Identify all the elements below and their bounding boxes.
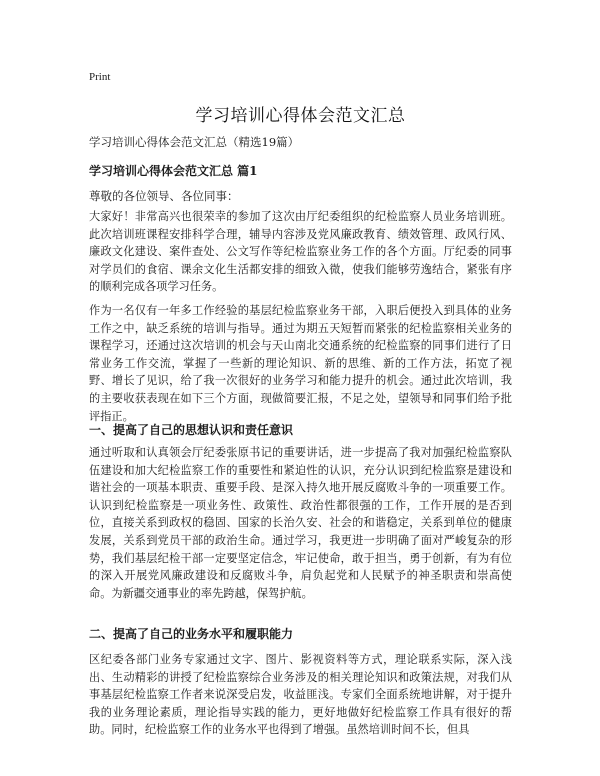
point-heading-1: 一、提高了自己的思想认识和责任意识 [89, 423, 294, 437]
paragraph-3: 通过听取和认真领会厅纪委张原书记的重要讲话，进一步提高了我对加强纪检监察队伍建设和加大纪检监察工作的重要性和紧迫性的认识，充分认识到纪检监察是建设和谐社会的一项基本职责、重要手段、是深入持久地开展反腐败斗争的一项重要工作。认识到纪检监察是一项业务性、政策性、政治性都很强的工作，工作开展的是否到位，直接关系到政权的稳固、国家的长治久安、社会的和谐稳定，关系到单位的健康发展，关系到党员干部的政治生命。通过学习，我更进一步明确了面对严峻复杂的形势，我们基层纪检干部一定要坚定信念，牢记使命，敢于担当，勇于创新，有为有位的深入开展党风廉政建设和反腐败斗争，肩负起党和人民赋予的神圣职责和崇高使命。为新疆交通事业的率先跨越，保驾护航。 [89, 446, 512, 600]
paragraph-2: 作为一名仅有一年多工作经验的基层纪检监察业务干部，入职后便投入到具体的业务工作之中，缺乏系统的培训与指导。通过为期五天短暂而紧张的纪检监察相关业务的课程学习，还通过这次培训的机会与天山南北交通系统的纪检监察的同事们进行了日常业务工作交流，掌握了一些新的理论知识、新的思维、新的工作方法，拓宽了视野、增长了见识，给了我一次很好的业务学习和能力提升的机会。通过此次培训，我的主要收获表现在如下三个方面，现做简要汇报，不足之处，望领导和同事们给予批评指正。 [89, 304, 512, 423]
document-title: 学习培训心得体会范文汇总 [195, 106, 406, 126]
section-heading: 学习培训心得体会范文汇总 篇1 [89, 164, 258, 178]
paragraph-4: 区纪委各部门业务专家通过文字、图片、影视资料等方式，理论联系实际，深入浅出、生动精彩的讲授了纪检监察综合业务涉及的相关理论知识和政策法规，对我们从事基层纪检监察工作者来说深受启发，收益匪浅。专家们全面系统地讲解，对于提升我的业务理论素质，理论指导实践的能力，更好地做好纪检监察工作具有很好的帮助。同时，纪检监察工作的业务水平也得到了增强。虽然培训时间不长，但具 [89, 653, 512, 737]
salutation: 尊敬的各位领导、各位同事： [89, 189, 239, 203]
document-subtitle: 学习培训心得体会范文汇总（精选19篇） [89, 135, 300, 149]
paragraph-1: 大家好！非常高兴也很荣幸的参加了这次由厅纪委组织的纪检监察人员业务培训班。此次培训班课程安排科学合理，辅导内容涉及党风廉政教育、绩效管理、政风行风、廉政文化建设、案件查处、公文写作等纪检监察业务工作的各个方面。厅纪委的同事对学员们的食宿、课余文化生活都安排的细致入微，使我们能够劳逸结合，紧张有序的顺利完成各项学习任务。 [89, 210, 512, 294]
point-heading-2: 二、提高了自己的业务水平和履职能力 [89, 627, 294, 641]
print-link[interactable]: Print [89, 71, 111, 83]
